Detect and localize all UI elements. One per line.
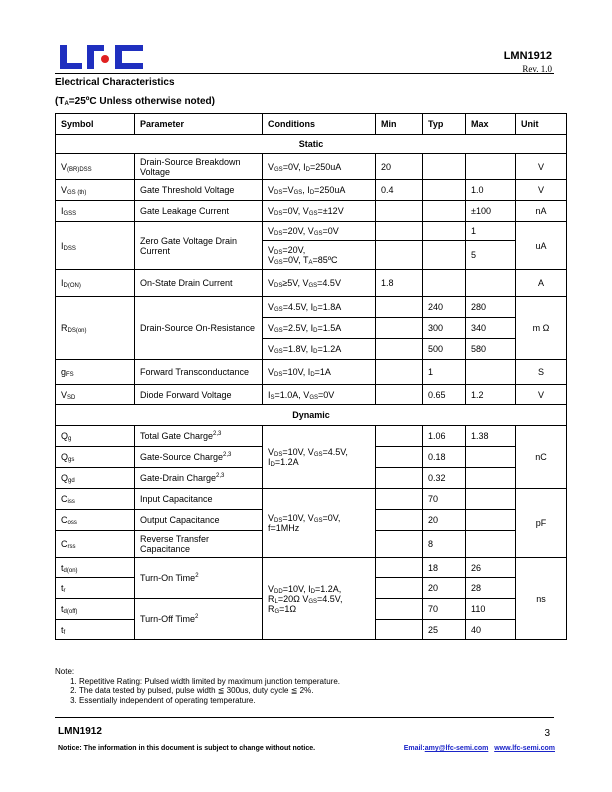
col-header: Symbol xyxy=(56,114,135,135)
conditions-cell: $V_{DS}=10V$, $I_D=1A$ xyxy=(263,360,376,385)
parameter-cell: Diode Forward Voltage xyxy=(135,385,263,405)
symbol-cell: $V_{GS (th)}$ xyxy=(56,180,135,201)
max-cell: 280 xyxy=(466,297,516,318)
symbol-cell: $V_{SD}$ xyxy=(56,385,135,405)
min-cell xyxy=(376,468,423,489)
max-cell: 40 xyxy=(466,620,516,640)
col-header: Conditions xyxy=(263,114,376,135)
parameter-cell: Input Capacitance xyxy=(135,489,263,510)
conditions-cell: $V_{DD}=10V$, $I_D=1.2A$, $R_L=20\Omega$ $V_{GS}=4.5V$, $R_G=1\Omega$ xyxy=(263,558,376,640)
footer-notice: Notice: The information in this document is subject to change without notice. xyxy=(58,745,316,752)
min-cell xyxy=(376,426,423,447)
website-link[interactable]: www.lfc-semi.com xyxy=(494,745,555,752)
max-cell xyxy=(466,270,516,297)
col-header: Max xyxy=(466,114,516,135)
footer-rule xyxy=(55,717,554,718)
min-cell xyxy=(376,318,423,339)
symbol-cell: $I_{DSS}$ xyxy=(56,222,135,270)
symbol-cell: $V_{(BR)DSS}$ xyxy=(56,154,135,180)
unit-cell: V xyxy=(516,180,567,201)
unit-cell: nC xyxy=(516,426,567,489)
typ-cell: 0.32 xyxy=(423,468,466,489)
typ-cell: 300 xyxy=(423,318,466,339)
parameter-cell: Zero Gate Voltage Drain Current xyxy=(135,222,263,270)
email-link[interactable]: amy@lfc-semi.com xyxy=(424,745,489,752)
col-header: Typ xyxy=(423,114,466,135)
max-cell xyxy=(466,489,516,510)
header-rule xyxy=(55,73,554,74)
symbol-cell: $C_{rss}$ xyxy=(56,531,135,558)
table-row xyxy=(56,558,567,578)
symbol-cell: $t_f$ xyxy=(56,620,135,640)
header-part-number: LMN1912 xyxy=(503,50,552,62)
min-cell xyxy=(376,531,423,558)
conditions-cell: $V_{DS}=20V$, $V_{GS}=0V$, $T_A=85ºC$ xyxy=(263,241,376,270)
conditions-cell: $V_{GS}=0V$, $I_D=250uA$ xyxy=(263,154,376,180)
footer-contact xyxy=(404,745,555,752)
electrical-characteristics-table xyxy=(55,113,567,640)
max-cell: 5 xyxy=(466,241,516,270)
table-row xyxy=(56,489,567,510)
unit-cell: V xyxy=(516,385,567,405)
symbol-cell: $Q_{gd}$ xyxy=(56,468,135,489)
conditions-cell: $V_{DS}=10V$, $V_{GS}=4.5V$, $I_D=1.2A$ xyxy=(263,426,376,489)
min-cell xyxy=(376,297,423,318)
min-cell xyxy=(376,620,423,640)
typ-cell xyxy=(423,270,466,297)
symbol-cell: $C_{oss}$ xyxy=(56,510,135,531)
min-cell xyxy=(376,241,423,270)
symbol-cell: $t_{d(on)}$ xyxy=(56,558,135,578)
max-cell xyxy=(466,154,516,180)
max-cell: 1 xyxy=(466,222,516,241)
max-cell: 340 xyxy=(466,318,516,339)
note-item: 3. Essentially independent of operating temperature. xyxy=(79,696,340,706)
lfc-logo xyxy=(60,44,144,70)
max-cell: 1.38 xyxy=(466,426,516,447)
conditions-cell: $V_{GS}=1.8V$, $I_D=1.2A$ xyxy=(263,339,376,360)
max-cell xyxy=(466,447,516,468)
typ-cell: 25 xyxy=(423,620,466,640)
max-cell: ±100 xyxy=(466,201,516,222)
symbol-cell: $Q_g$ xyxy=(56,426,135,447)
typ-cell: 20 xyxy=(423,510,466,531)
page-number: 3 xyxy=(544,728,550,739)
max-cell: 26 xyxy=(466,558,516,578)
parameter-cell: Gate Threshold Voltage xyxy=(135,180,263,201)
section-title: Electrical Characteristics xyxy=(55,77,175,88)
symbol-cell: $t_r$ xyxy=(56,578,135,599)
typ-cell: 18 xyxy=(423,558,466,578)
min-cell: 20 xyxy=(376,154,423,180)
max-cell: 580 xyxy=(466,339,516,360)
min-cell xyxy=(376,489,423,510)
note-item: 1. Repetitive Rating: Pulsed width limited by maximum junction temperature. xyxy=(79,677,340,687)
footer-part-number: LMN1912 xyxy=(58,726,102,737)
min-cell xyxy=(376,339,423,360)
parameter-cell: Gate-Drain Charge$^{2,3}$ xyxy=(135,468,263,489)
parameter-cell: Forward Transconductance xyxy=(135,360,263,385)
unit-cell: nA xyxy=(516,201,567,222)
parameter-cell: Output Capacitance xyxy=(135,510,263,531)
conditions-cell: $V_{DS}=0V$, $V_{GS}=\pm 12V$ xyxy=(263,201,376,222)
unit-cell: uA xyxy=(516,222,567,270)
table-row xyxy=(56,385,567,405)
symbol-cell: $Q_{gs}$ xyxy=(56,447,135,468)
typ-cell: 0.18 xyxy=(423,447,466,468)
min-cell xyxy=(376,360,423,385)
static-section-label: Static xyxy=(56,135,567,154)
min-cell xyxy=(376,447,423,468)
min-cell xyxy=(376,599,423,620)
email-label: Email: xyxy=(403,745,425,752)
table-header-row xyxy=(56,114,567,135)
conditions-cell: $V_{GS}=4.5V$, $I_D=1.8A$ xyxy=(263,297,376,318)
typ-cell: 1.06 xyxy=(423,426,466,447)
max-cell: 28 xyxy=(466,578,516,599)
table-row xyxy=(56,180,567,201)
typ-cell xyxy=(423,201,466,222)
max-cell xyxy=(466,468,516,489)
table-row xyxy=(56,360,567,385)
col-header: Min xyxy=(376,114,423,135)
typ-cell: 20 xyxy=(423,578,466,599)
symbol-cell: $I_{D(ON)}$ xyxy=(56,270,135,297)
symbol-cell: $g_{FS}$ xyxy=(56,360,135,385)
conditions-cell: $V_{DS}\ge 5V$, $V_{GS}=4.5V$ xyxy=(263,270,376,297)
symbol-cell: $t_{d(off)}$ xyxy=(56,599,135,620)
parameter-cell: Gate-Source Charge$^{2,3}$ xyxy=(135,447,263,468)
unit-cell: A xyxy=(516,270,567,297)
section-subtitle: ($T_A=25ºC$ Unless otherwise noted) xyxy=(55,96,215,107)
conditions-cell: $V_{DS}=20V$, $V_{GS}=0V$ xyxy=(263,222,376,241)
notes-label: Note: xyxy=(55,667,75,676)
symbol-cell: $I_{GSS}$ xyxy=(56,201,135,222)
typ-cell: 0.65 xyxy=(423,385,466,405)
parameter-cell: On-State Drain Current xyxy=(135,270,263,297)
typ-cell: 8 xyxy=(423,531,466,558)
unit-cell: m Ω xyxy=(516,297,567,360)
symbol-cell: $C_{iss}$ xyxy=(56,489,135,510)
parameter-cell: Drain-Source Breakdown Voltage xyxy=(135,154,263,180)
table-row xyxy=(56,297,567,318)
note-item: 2. The data tested by pulsed, pulse width ≦ 300us, duty cycle ≦ 2%. xyxy=(79,686,340,696)
min-cell xyxy=(376,578,423,599)
parameter-cell: Drain-Source On-Resistance xyxy=(135,297,263,360)
table-row xyxy=(56,222,567,241)
parameter-cell: Gate Leakage Current xyxy=(135,201,263,222)
typ-cell xyxy=(423,222,466,241)
min-cell: 1.8 xyxy=(376,270,423,297)
typ-cell: 240 xyxy=(423,297,466,318)
parameter-cell: Turn-On Time$^2$ xyxy=(135,558,263,599)
max-cell xyxy=(466,360,516,385)
conditions-cell: $I_S=1.0A$, $V_{GS}=0V$ xyxy=(263,385,376,405)
conditions-cell: $V_{DS}=10V$, $V_{GS}=0V$, f=1MHz xyxy=(263,489,376,558)
min-cell xyxy=(376,222,423,241)
min-cell xyxy=(376,385,423,405)
unit-cell: pF xyxy=(516,489,567,558)
max-cell: 110 xyxy=(466,599,516,620)
table-row xyxy=(56,154,567,180)
typ-cell: 1 xyxy=(423,360,466,385)
symbol-cell: $R_{DS(on)}$ xyxy=(56,297,135,360)
unit-cell: S xyxy=(516,360,567,385)
parameter-cell: Total Gate Charge$^{2,3}$ xyxy=(135,426,263,447)
dynamic-section-label: Dynamic xyxy=(56,405,567,426)
revision-label: Rev. 1.0 xyxy=(522,64,552,74)
unit-cell: V xyxy=(516,154,567,180)
typ-cell xyxy=(423,154,466,180)
conditions-cell: $V_{DS}=V_{GS}$, $I_D=250uA$ xyxy=(263,180,376,201)
col-header: Parameter xyxy=(135,114,263,135)
max-cell: 1.2 xyxy=(466,385,516,405)
typ-cell xyxy=(423,241,466,270)
max-cell xyxy=(466,531,516,558)
table-row xyxy=(56,426,567,447)
typ-cell: 500 xyxy=(423,339,466,360)
typ-cell: 70 xyxy=(423,599,466,620)
table-row xyxy=(56,201,567,222)
parameter-cell: Turn-Off Time$^2$ xyxy=(135,599,263,640)
notes xyxy=(55,667,340,705)
table-row xyxy=(56,270,567,297)
max-cell xyxy=(466,510,516,531)
max-cell: 1.0 xyxy=(466,180,516,201)
col-header: Unit xyxy=(516,114,567,135)
min-cell xyxy=(376,201,423,222)
typ-cell: 70 xyxy=(423,489,466,510)
min-cell xyxy=(376,510,423,531)
min-cell: 0.4 xyxy=(376,180,423,201)
typ-cell xyxy=(423,180,466,201)
parameter-cell: Reverse Transfer Capacitance xyxy=(135,531,263,558)
min-cell xyxy=(376,558,423,578)
unit-cell: ns xyxy=(516,558,567,640)
conditions-cell: $V_{GS}=2.5V$, $I_D=1.5A$ xyxy=(263,318,376,339)
